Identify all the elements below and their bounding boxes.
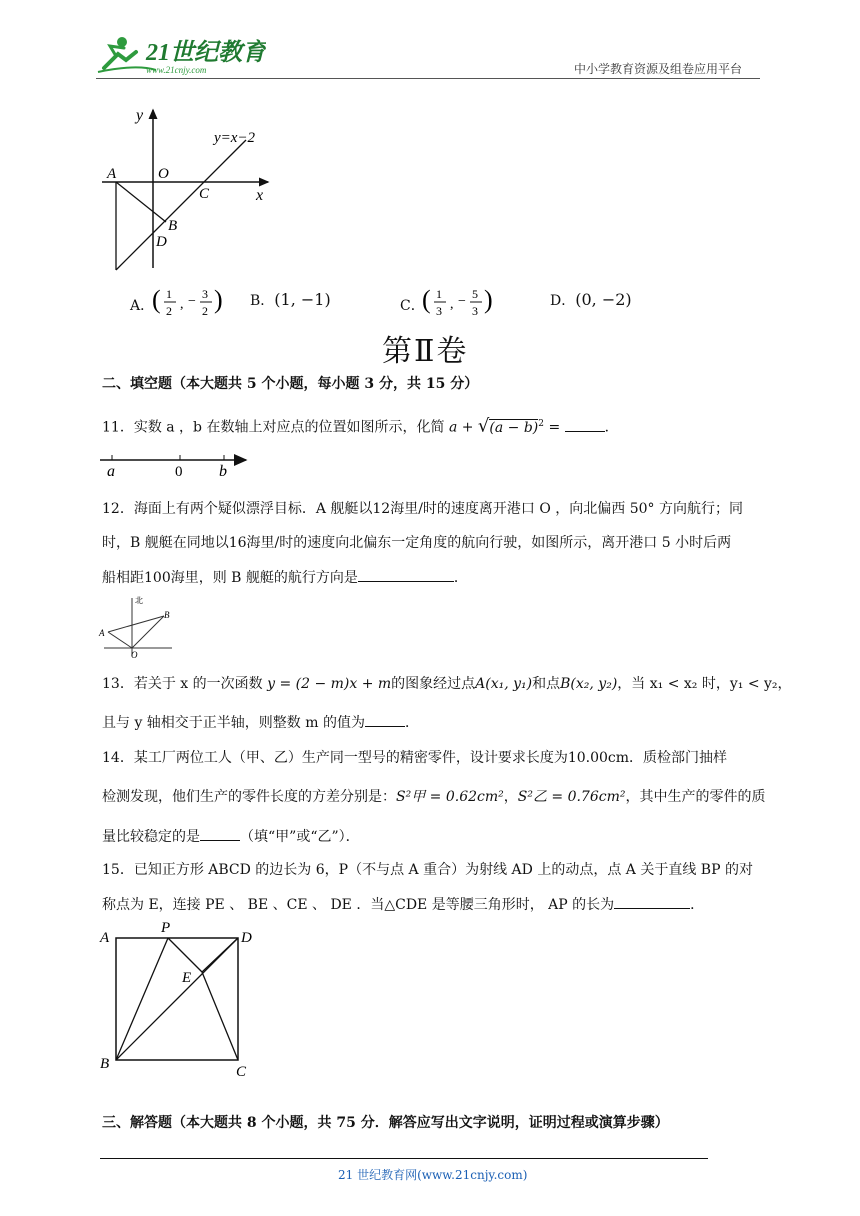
- label-B: B: [168, 218, 178, 234]
- nl-b: b: [219, 463, 227, 480]
- label-C: C: [199, 186, 210, 202]
- svg-text:−: −: [458, 294, 466, 309]
- q12-figure-svg: [96, 594, 186, 660]
- logo-text: 21世纪教育: [146, 40, 266, 66]
- q10-graph-svg: [96, 100, 286, 280]
- header-rule: [96, 78, 760, 79]
- logo-url: www.21cnjy.com: [146, 65, 207, 75]
- q14-line2a: 检测发现，他们生产的零件长度的方差分别是：: [102, 789, 396, 805]
- q11-text: 11．实数 a ，b 在数轴上对应点的位置如图所示，化简: [102, 419, 445, 436]
- A-num1: 1: [166, 287, 172, 301]
- q15-line1: 15．已知正方形 ABCD 的边长为 6，P（不与点 A 重合）为射线 AD 上的动点，点 A 关于直线 BP 的对: [102, 862, 753, 878]
- svg-text:,: ,: [180, 297, 184, 312]
- fig15-A: A: [100, 930, 110, 946]
- q14-line2: [102, 787, 765, 807]
- nl-a: a: [107, 463, 115, 480]
- q11-expr-inner: (a − b): [489, 419, 539, 436]
- q13-func: y = (2 − m)x + m: [267, 676, 392, 692]
- section-title: 第Ⅱ卷: [382, 334, 469, 369]
- label-x: x: [256, 187, 264, 204]
- option-B[interactable]: [250, 290, 331, 311]
- q13-line1a: 13．若关于 x 的一次函数: [102, 676, 263, 692]
- A-den2: 2: [202, 304, 208, 318]
- q13-line1b: 的图象经过点: [391, 676, 476, 692]
- fig-O: O: [131, 650, 138, 660]
- A-den1: 2: [166, 304, 172, 318]
- number-line-svg: [100, 450, 260, 480]
- option-C-math: [422, 284, 512, 318]
- section3-heading: 三、解答题（本大题共 8 个小题，共 75 分．解答应写出文字说明，证明过程或演算步骤）: [102, 1115, 669, 1131]
- segment-ED: [202, 938, 238, 972]
- label-A: A: [107, 166, 117, 182]
- q12-line3-text: 船相距100海里，则 B 舰艇的航行方向是: [102, 570, 358, 586]
- runner-logo-icon: [96, 34, 266, 76]
- C-den1: 3: [436, 304, 442, 318]
- label-O: O: [158, 166, 169, 182]
- segment-EC: [202, 972, 238, 1060]
- line-y-x-2: [116, 140, 246, 270]
- segment-PE: [168, 938, 202, 972]
- q13-line2: [102, 712, 419, 733]
- footer-rule: [100, 1158, 708, 1159]
- q15-figure-svg: [96, 918, 266, 1080]
- q14-line1: 14．某工厂两位工人（甲、乙）生产同一型号的精密零件，设计要求长度为10.00cm．质检部门抽样: [102, 750, 728, 766]
- q10-graph: [96, 100, 286, 280]
- label-line: y=x−2: [214, 130, 256, 146]
- q14-s-yi: S²乙 = 0.76cm²: [517, 789, 626, 805]
- section2-heading: 二、填空题（本大题共 5 个小题，每小题 3 分，共 15 分）: [102, 376, 479, 392]
- C-num2: 5: [472, 287, 478, 301]
- option-B-prefix: B．: [250, 293, 275, 309]
- q13-cond: ，当 x₁ < x₂ 时，y₁ < y₂，: [617, 676, 792, 692]
- q13-line2-text: 且与 y 轴相交于正半轴，则整数 m 的值为: [102, 715, 365, 731]
- q13-line1: [102, 674, 792, 694]
- q14-line3a: 量比较稳定的是: [102, 829, 200, 845]
- nl-zero: 0: [175, 464, 183, 480]
- option-B-value: (1, −1): [274, 290, 331, 309]
- svg-text:(: (: [422, 285, 431, 314]
- fig-A: A: [99, 628, 105, 638]
- fig-north: 北: [135, 596, 143, 605]
- q13-he: 和点: [532, 676, 561, 692]
- q14-s-jia: S²甲 = 0.62cm²: [396, 789, 504, 805]
- label-y: y: [136, 107, 144, 124]
- q12-end: ．: [453, 570, 468, 586]
- option-C-prefix: C．: [400, 298, 425, 314]
- option-D-prefix: D．: [550, 293, 576, 309]
- C-den2: 3: [472, 304, 478, 318]
- fig15-C: C: [236, 1064, 247, 1080]
- q14-line2b: ，其中生产的零件的质: [625, 789, 766, 805]
- q14-line3b: （填“甲”或“乙”）．: [240, 829, 360, 845]
- q12-line2: 时，B 舰艇在同地以16海里/时的速度向北偏东一定角度的航向行驶，如图所示，离开港口 5 小时后两: [102, 535, 732, 551]
- diagonal-BD: [116, 938, 238, 1060]
- svg-text:(: (: [152, 285, 161, 314]
- option-D[interactable]: [550, 290, 632, 311]
- q11-exp: 2: [538, 419, 545, 429]
- q11-number-line: [100, 450, 260, 480]
- C-num1: 1: [436, 287, 442, 301]
- fig15-P: P: [161, 920, 171, 936]
- q11-answer-blank[interactable]: [565, 417, 605, 432]
- segment-BP: [116, 938, 168, 1060]
- q12-line3: [102, 567, 468, 588]
- option-A-prefix: A．: [130, 298, 155, 314]
- q14-sep: ，: [503, 789, 518, 805]
- svg-text:): ): [484, 285, 493, 314]
- segment-AB: [116, 182, 166, 222]
- q15-end: ．: [690, 897, 705, 913]
- q12-figure: [96, 594, 186, 660]
- q11-expr-a: a +: [448, 419, 474, 436]
- q11: [102, 414, 619, 438]
- option-D-value: (0, −2): [575, 290, 632, 309]
- svg-text:−: −: [188, 294, 196, 309]
- header-right-text: 中小学教育资源及组卷应用平台: [574, 62, 743, 76]
- q13-ptA: A(x₁, y₁): [475, 676, 533, 692]
- q13-answer-blank[interactable]: [365, 712, 405, 727]
- q12-answer-blank[interactable]: [358, 567, 454, 582]
- q13-ptB: B(x₂, y₂): [560, 676, 618, 692]
- q11-end: ．: [604, 419, 619, 436]
- q15-line2-text: 称点为 E，连接 PE 、 BE 、CE 、 DE ．当△CDE 是等腰三角形时， AP 的长为: [102, 897, 615, 913]
- fig15-B: B: [100, 1056, 110, 1072]
- q15-figure: [96, 918, 266, 1080]
- q14-answer-blank[interactable]: [200, 826, 240, 841]
- q14-line3: [102, 826, 360, 847]
- q15-answer-blank[interactable]: [614, 894, 690, 909]
- A-num2: 3: [202, 287, 208, 301]
- q13-end: ．: [404, 715, 419, 731]
- fig15-D: D: [241, 930, 252, 946]
- label-D: D: [156, 234, 167, 250]
- footer-text[interactable]: 21 世纪教育网(www.21cnjy.com): [338, 1168, 528, 1182]
- q15-line2: [102, 894, 704, 915]
- header-logo: [96, 34, 266, 76]
- fig-B: B: [164, 610, 170, 620]
- option-A-math: [152, 284, 242, 318]
- q12-line1: 12．海面上有两个疑似漂浮目标．A 舰艇以12海里/时的速度离开港口 O ，向北偏西 50° 方向航行；同: [102, 501, 743, 517]
- q11-eq: =: [548, 419, 561, 436]
- svg-text:,: ,: [450, 297, 454, 312]
- fig15-E: E: [182, 970, 192, 986]
- svg-text:): ): [214, 285, 223, 314]
- q11-sqrt: $√(a - b)^2$: [477, 415, 545, 437]
